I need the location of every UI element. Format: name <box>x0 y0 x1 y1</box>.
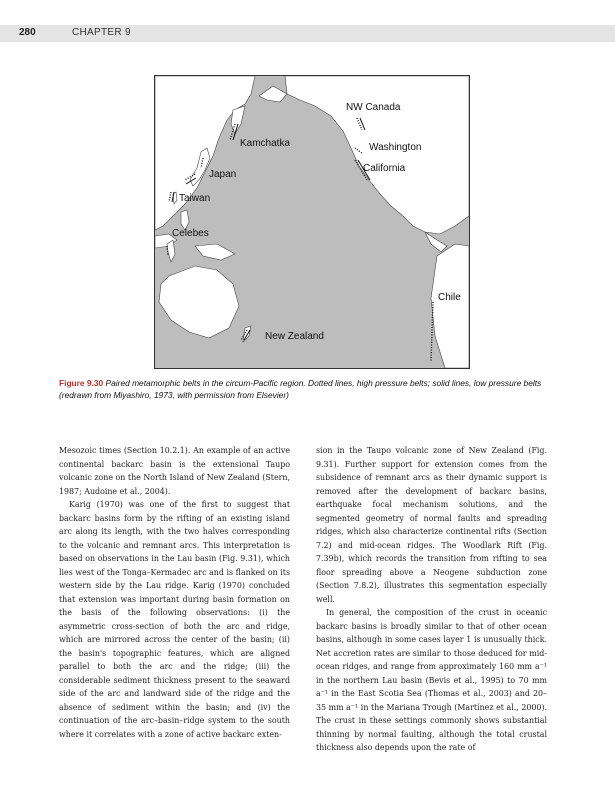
label-japan: Japan <box>209 169 237 180</box>
landmass-south-america <box>431 244 469 368</box>
paragraph: sion in the Taupo volcanic zone of New Zealand (Fig. 9.31). Further support for extension comes from the subsidence of remnant arcs as their dynamic support is removed after the development of backarc basins, earthquake focal mechanism solutions, and the segmented geometry of normal faults and spreading ridges, which also characterize continental rifts (Section 7.2) and mid-ocean ridges. The Woodlark Rift (Fig. 7.39b), which records the transition from rifting to sea floor spreading above a Neogene subduction zone (Section 7.8.2), illustrates this segmentation especially well. <box>316 446 547 604</box>
paragraph: In general, the composition of the crust in oceanic backarc basins is broadly similar to that of other ocean basins, although in some cases layer 1 is unusually thick. Net accretion rates are similar to those deduced for mid-ocean ridges, and range from approximately 160 mm a⁻¹ in the northern Lau basin (Bevis et al., 1995) to 70 mm a⁻¹ in the East Scotia Sea (Thomas et al., 2003) and 20–35 mm a⁻¹ in the Mariana Trough (Martínez et al., 2000). The crust in these settings commonly shows substantial thinning by normal faulting, although the total crustal thickness also depends upon the rate of <box>316 608 547 752</box>
label-washington: Washington <box>369 142 422 153</box>
label-celebes: Celebes <box>172 228 209 239</box>
landmass-philippines <box>181 210 189 230</box>
chapter-label: CHAPTER 9 <box>72 27 131 38</box>
map-graphic <box>155 76 469 368</box>
paragraph: Mesozoic times (Section 10.2.1). An example of an active continental backarc basin is the extensional Taupo volcanic zone on the North Island of New Zealand (Stern, 1987; Audoine et al., 2004). <box>59 446 290 496</box>
landmass-alaska <box>259 86 287 102</box>
landmass-central-america <box>425 232 447 252</box>
body-column-left <box>59 444 290 741</box>
figure-caption <box>59 377 555 401</box>
paragraph: Karig (1970) was one of the first to suggest that backarc basins form by the rifting of an existing island arc along its length, with the two halves corresponding to the volcanic and remnant arcs. This interpretation is based on observations in the Lau basin (Fig. 9.31), which lies west of the Tonga–Kermadec arc and is flanked on its western side by the Lau ridge. Karig (1970) concluded that extension was important during basin formation on the basis of the following observations: (i) the asymmetric cross-section of both the arc and ridge, which are mirrored across the center of the basin; (ii) the basin's topographic features, which are aligned parallel to both the arc and the ridge; (iii) the considerable sediment thickness present to the seaward side of the arc and landward side of the ridge and the absence of sediment within the basin; and (iv) the continuation of the arc–basin–ridge system to the south where it correlates with a zone of active backarc exten- <box>59 500 290 739</box>
label-kamchatka: Kamchatka <box>240 138 291 149</box>
label-california: California <box>363 163 406 174</box>
page-number: 280 <box>19 27 36 38</box>
label-new-zealand: New Zealand <box>265 331 324 342</box>
landmass-australia <box>159 266 239 338</box>
landmass-kamchatka <box>231 106 245 134</box>
landmass-new-guinea <box>195 244 235 260</box>
label-nw-canada: NW Canada <box>346 102 401 113</box>
body-column-right <box>316 444 547 755</box>
label-taiwan: Taiwan <box>179 193 211 204</box>
figure-map <box>154 75 470 369</box>
label-chile: Chile <box>438 292 461 303</box>
figure-caption-text: Paired metamorphic belts in the circum-Pacific region. Dotted lines, high pressure belts; solid lines, low pressure belts (redrawn from Miyashiro, 1973, with permission from Elsevier) <box>59 378 542 400</box>
landmass-north-america <box>285 76 469 234</box>
figure-number: Figure 9.30 <box>59 378 104 388</box>
